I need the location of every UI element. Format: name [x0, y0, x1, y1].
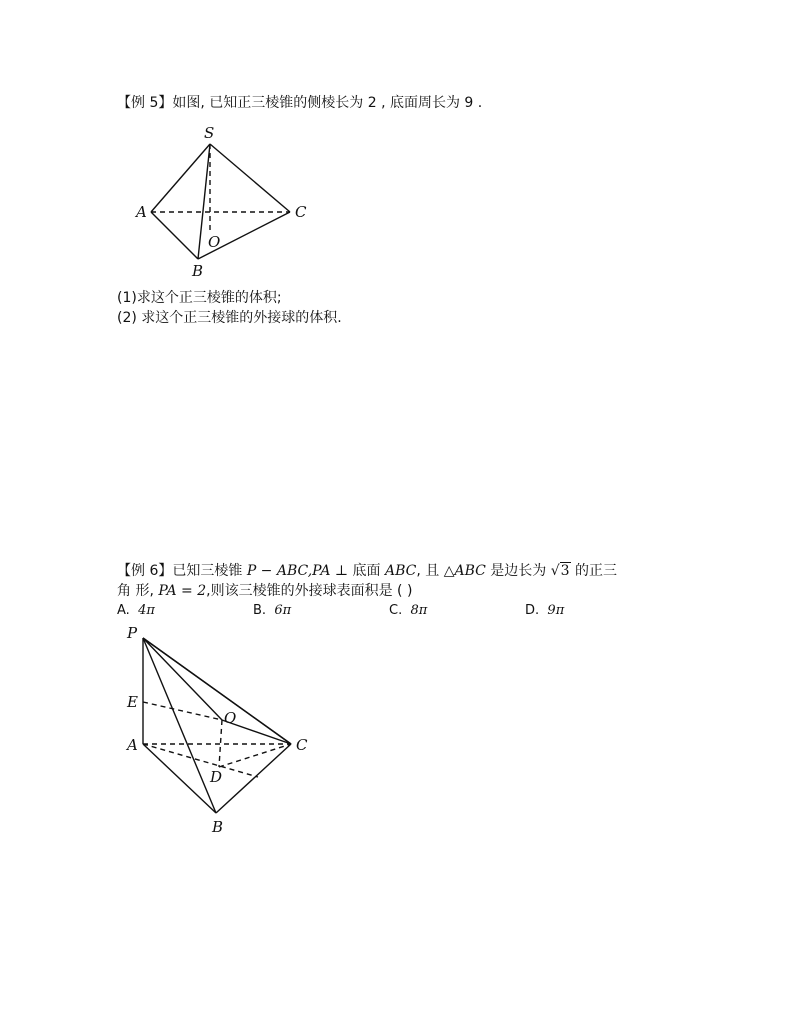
option-d-label: D.: [525, 603, 540, 618]
pyramid-figure-example6: [118, 620, 323, 842]
option-c-label: C.: [389, 603, 403, 618]
label-P: P: [127, 624, 138, 642]
label-C: C: [295, 203, 307, 221]
label-C: C: [296, 736, 308, 754]
example6-math-triangle: △ABC: [443, 563, 486, 579]
option-b-value: 6π: [274, 603, 292, 618]
label-A: A: [136, 203, 147, 221]
example6-sqrt3: [551, 562, 571, 579]
option-a-value: 4π: [138, 603, 155, 618]
edge-BC: [216, 744, 291, 813]
example6-math-pa: PA = 2: [158, 583, 207, 599]
example6-text-b: 底面: [348, 563, 385, 579]
example5-title-text: 如图, 已知正三棱锥的侧棱长为 2 , 底面周长为 9 .: [172, 95, 483, 111]
edge-SA: [151, 144, 210, 212]
example6-prefix: 【例 6】: [117, 563, 173, 579]
label-O: O: [208, 233, 221, 251]
segment-EO-hidden: [143, 702, 222, 720]
edge-SC: [210, 144, 290, 212]
option-b-label: B.: [253, 603, 267, 618]
example6-text-f: 角 形,: [117, 583, 159, 599]
option-c-value: 8π: [410, 603, 428, 618]
option-a-label: A.: [117, 603, 130, 618]
option-d[interactable]: [525, 602, 564, 620]
label-O: O: [224, 709, 237, 727]
example6-text-c: , 且: [416, 563, 444, 579]
label-D: D: [210, 768, 223, 786]
option-b[interactable]: [253, 602, 291, 620]
example6-line-1: [117, 562, 617, 580]
label-B: B: [192, 262, 204, 280]
example6-text-e: 的正三: [570, 563, 618, 579]
example5-question-1: (1)求这个正三棱锥的体积;: [117, 290, 282, 306]
pyramid-figure-example5: [130, 118, 330, 280]
option-d-value: 9π: [547, 603, 565, 618]
label-A: A: [127, 736, 138, 754]
example5-question-2: (2) 求这个正三棱锥的外接球的体积.: [117, 310, 342, 326]
example5-title: [117, 94, 482, 112]
example6-text-a: 已知三棱锥: [172, 563, 247, 579]
example6-line-2: [117, 582, 412, 600]
example6-text-g: ,则该三棱锥的外接球表面积是 ( ): [206, 583, 413, 599]
example6-math-abc: ABC: [384, 563, 417, 579]
label-E: E: [127, 693, 138, 711]
example6-math-p-abc: P − ABC,PA ⊥: [246, 563, 349, 579]
segment-PO: [143, 638, 222, 720]
example6-text-d: 是边长为: [485, 563, 551, 579]
segment-DC-hidden: [219, 744, 291, 767]
sqrt-symbol: √: [550, 563, 560, 579]
option-a[interactable]: [117, 602, 155, 620]
label-S: S: [204, 124, 215, 142]
label-B: B: [212, 818, 224, 836]
option-c[interactable]: [389, 602, 427, 620]
sqrt-radicand: 3: [560, 563, 570, 579]
edge-AB: [151, 212, 198, 259]
example5-prefix: 【例 5】: [117, 95, 173, 111]
